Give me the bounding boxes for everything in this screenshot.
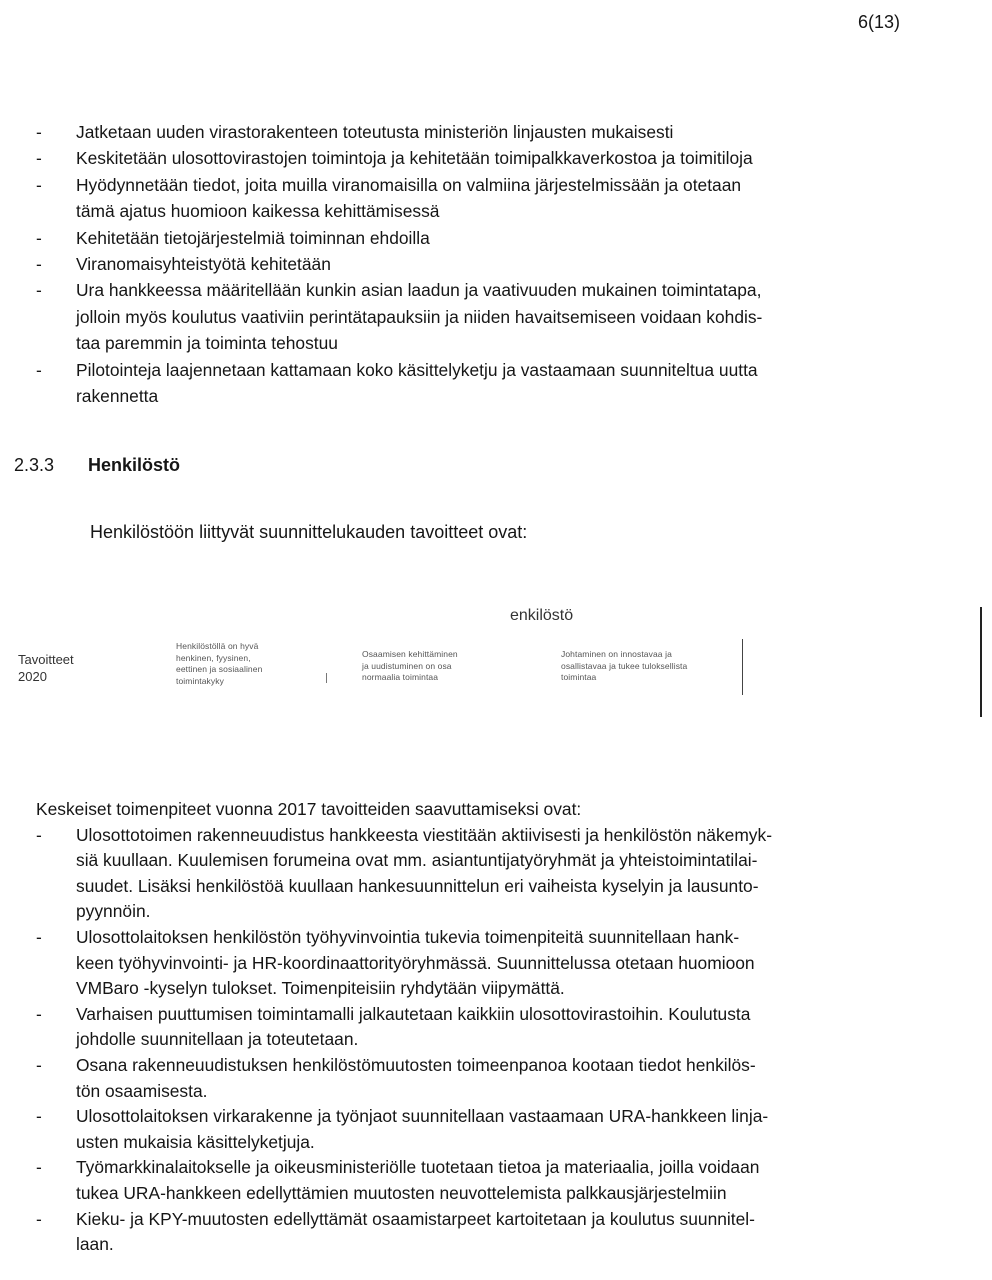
- goal-line: toimintaa: [561, 672, 597, 682]
- list-item: [36, 1002, 936, 1053]
- goal-line: toimintakyky: [176, 675, 224, 686]
- bullet-dash: -: [36, 148, 42, 169]
- list-item-text: jolloin myös koulutus vaativiin perintätapauksiin ja niiden havaitsemiseen voidaan kohdis-: [76, 306, 763, 327]
- goal-line: normaalia toimintaa: [362, 672, 439, 682]
- list-item: [36, 251, 936, 277]
- bullet-dash: -: [36, 926, 42, 947]
- list-item-text: Ulosottolaitoksen henkilöstön työhyvinvointia tukevia toimenpiteitä suunnitellaan hank-: [76, 926, 740, 947]
- figure-label: [18, 651, 74, 685]
- list-item-text: Varhaisen puuttumisen toimintamalli jalkautetaan kaikkiin ulosottovirastoihin. Koulutusta: [76, 1003, 751, 1024]
- bullet-dash: -: [36, 280, 42, 301]
- bullet-dash: -: [36, 122, 42, 142]
- list-item-text: Kehitetään tietojärjestelmiä toiminnan ehdoilla: [76, 227, 430, 248]
- list-item-text: tämä ajatus huomioon kaikessa kehittämisessä: [76, 201, 440, 222]
- section-title: Henkilöstö: [88, 455, 181, 475]
- actions-intro-row: [36, 797, 936, 823]
- bullet-dash: -: [36, 1054, 42, 1075]
- bullet-dash: -: [36, 1157, 42, 1178]
- bullet-dash: -: [36, 1106, 42, 1127]
- list-item: [36, 1207, 936, 1258]
- goal-line: Henkilöstöllä on hyvä: [176, 641, 259, 651]
- list-item-text: tukea URA-hankkeen edellyttämien muutosten neuvottelemista palkkausjärjestelmiin: [76, 1182, 727, 1203]
- goal-line: eettinen ja sosiaalinen: [176, 664, 263, 674]
- figure-title: enkilöstö: [510, 607, 574, 624]
- figure-label-line: 2020: [18, 669, 47, 684]
- list-item-text: Työmarkkinalaitokselle ja oikeusministeriölle tuotetaan tietoa ja materiaalia, joilla voidaan: [76, 1157, 760, 1178]
- section-heading: [14, 455, 180, 476]
- actions-list: [36, 797, 936, 1258]
- page-number: 6(13): [858, 12, 901, 32]
- list-item: [36, 823, 936, 925]
- bullet-dash: -: [36, 174, 42, 195]
- list-item-text: Hyödynnetään tiedot, joita muilla viranomaisilla on valmiina järjestelmissään ja otetaan: [76, 174, 742, 195]
- goal-line: Osaamisen kehittäminen: [362, 649, 458, 659]
- list-item-text: Viranomaisyhteistyötä kehitetään: [76, 254, 331, 275]
- list-item-text: pyynnöin.: [76, 901, 151, 922]
- goal-line: osallistavaa ja tukee tuloksellista: [561, 660, 688, 671]
- goal-competence: [362, 649, 512, 684]
- list-item: [36, 277, 936, 356]
- list-item: [36, 357, 936, 410]
- bullet-dash: -: [36, 1208, 42, 1229]
- goal-line: Johtaminen on innostavaa ja: [561, 649, 672, 659]
- list-item-text: suudet. Lisäksi henkilöstöä kuullaan hankesuunnittelun eri vaiheista kyselyin ja lausunto-: [76, 875, 759, 896]
- list-item-text: Keskitetään ulosottovirastojen toimintoja ja kehitetään toimipalkkaverkostoa ja toimitiloja: [76, 148, 753, 169]
- list-item: [36, 225, 936, 251]
- list-item-text: usten mukaisia käsittelyketjuja.: [76, 1131, 315, 1152]
- list-item: [36, 1053, 936, 1104]
- list-item-text: Ura hankkeessa määritellään kunkin asian laadun ja vaativuuden mukainen toimintatapa,: [76, 280, 762, 301]
- list-item-text: Ulosottotoimen rakenneuudistus hankkeesta viestitään aktiivisesti ja henkilöstön näkemyk-: [76, 824, 772, 845]
- bullet-dash: -: [36, 1003, 42, 1024]
- goal-line: henkinen, fyysinen,: [176, 652, 251, 663]
- list-item-text: tön osaamisesta.: [76, 1080, 208, 1101]
- goal-wellbeing: [176, 641, 321, 687]
- bullet-dash: -: [36, 824, 42, 845]
- goal-leadership: [561, 649, 739, 684]
- section-number: 2.3.3: [14, 455, 55, 475]
- list-item: [36, 145, 936, 171]
- goal-line: ja uudistuminen on osa: [362, 660, 452, 671]
- list-item: [36, 925, 936, 1002]
- list-item: [36, 1155, 936, 1206]
- list-item-text: Kieku- ja KPY-muutosten edellyttämät osaamistarpeet kartoitetaan ja koulutus suunnitel-: [76, 1208, 755, 1229]
- actions-intro: Keskeiset toimenpiteet vuonna 2017 tavoitteiden saavuttamiseksi ovat:: [36, 799, 582, 819]
- list-item: [36, 119, 936, 145]
- list-item-text: Ulosottolaitoksen virkarakenne ja työnjaot suunnitellaan vastaamaan URA-hankkeen linja-: [76, 1106, 769, 1127]
- list-item-text: rakennetta: [76, 386, 159, 407]
- figure-separator: [326, 673, 327, 683]
- list-item-text: VMBaro -kyselyn tulokset. Toimenpiteisiin ryhdytään viipymättä.: [76, 978, 565, 999]
- list-item-text: johdolle suunnitellaan ja toteutetaan.: [76, 1029, 359, 1050]
- figure-divider: [742, 639, 743, 695]
- list-item-text: keen työhyvinvointi- ja HR-koordinaattorityöryhmässä. Suunnittelussa otetaan huomioon: [76, 952, 755, 973]
- top-bullet-list: [36, 119, 936, 409]
- figure-border: [976, 607, 982, 717]
- list-item-text: laan.: [76, 1234, 114, 1255]
- list-item: [36, 172, 936, 225]
- list-item-text: Jatketaan uuden virastorakenteen toteutusta ministeriön linjausten mukaisesti: [76, 122, 674, 142]
- list-item-text: Osana rakenneuudistuksen henkilöstömuutosten toimeenpanoa kootaan tiedot henkilös-: [76, 1054, 756, 1075]
- bullet-dash: -: [36, 359, 42, 380]
- list-item: [36, 1104, 936, 1155]
- goals-figure: [0, 605, 992, 733]
- bullet-dash: -: [36, 227, 42, 248]
- list-item-text: siä kuullaan. Kuulemisen forumeina ovat mm. asiantuntijatyöryhmät ja yhteistoimintatilai-: [76, 850, 758, 871]
- list-item-text: Pilotointeja laajennetaan kattamaan koko käsittelyketju ja vastaamaan suunniteltua uutta: [76, 359, 758, 380]
- section-intro: Henkilöstöön liittyvät suunnittelukauden tavoitteet ovat:: [90, 522, 528, 542]
- figure-label-line: Tavoitteet: [18, 652, 74, 667]
- bullet-dash: -: [36, 254, 42, 275]
- list-item-text: taa paremmin ja toiminta tehostuu: [76, 333, 338, 354]
